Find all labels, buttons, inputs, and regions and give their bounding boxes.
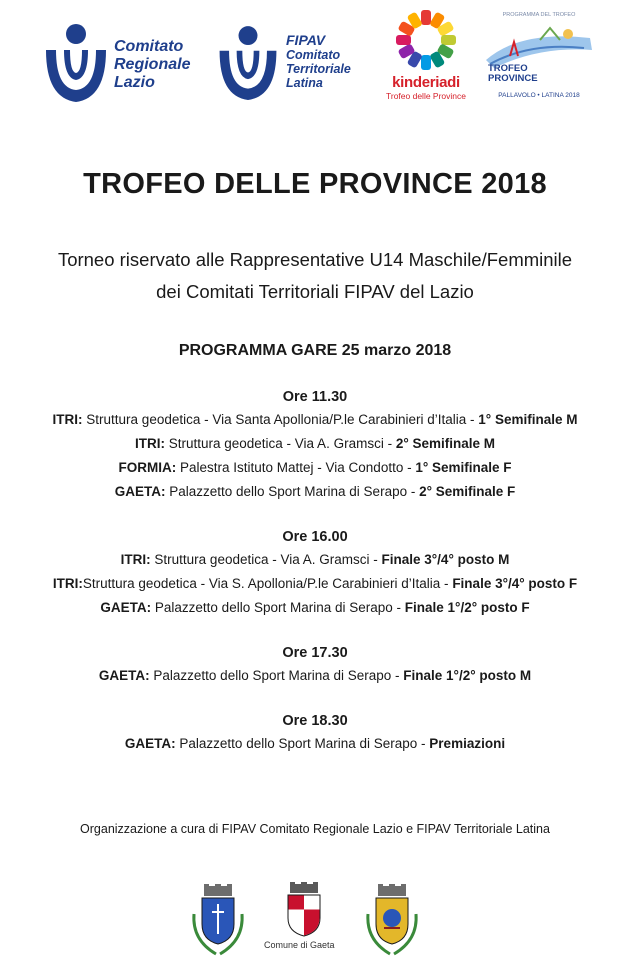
game-venue: Palazzetto dello Sport Marina di Serapo - (165, 484, 420, 499)
game-venue: Palazzetto dello Sport Marina di Serapo - (151, 600, 405, 615)
game-row (0, 596, 630, 620)
trofeo-logo-top-text: PROGRAMMA DEL TROFEO (502, 12, 576, 18)
game-match: Finale 3°/4° posto M (381, 552, 510, 567)
game-match: Premiazioni (429, 736, 506, 751)
session-time: Ore 11.30 (282, 389, 348, 405)
subtitle (0, 244, 630, 308)
trofeo-province-logo (480, 12, 598, 106)
crest-label: Comune di Gaeta (264, 940, 335, 950)
game-city: ITRI: (120, 552, 151, 567)
volleyball-federation-emblem-icon (212, 22, 284, 106)
page-title: TROFEO DELLE PROVINCE 2018 (83, 168, 547, 200)
organization-note: Organizzazione a cura di FIPAV Comitato Regionale Lazio e FIPAV Territoriale Latina (80, 822, 550, 836)
game-match: Finale 1°/2° posto F (404, 600, 530, 615)
logo2-line: FIPAV (286, 32, 326, 48)
game-match: 1° Semifinale M (478, 412, 578, 427)
game-venue: Palestra Istituto Mattej - Via Condotto - (176, 460, 416, 475)
color-wheel-icon (394, 8, 458, 72)
trofeo-logo-title: PROVINCE (488, 73, 538, 84)
game-venue: Palazzetto dello Sport Marina di Serapo - (175, 736, 430, 751)
header-logos (0, 8, 630, 108)
logo2-line: Latina (286, 76, 323, 90)
session (0, 386, 630, 504)
game-venue: Struttura geodetica - Via A. Gramsci - (150, 552, 382, 567)
session-time: Ore 17.30 (282, 645, 348, 661)
logo1-line: Lazio (114, 74, 155, 91)
game-row (0, 664, 630, 688)
session-time: Ore 16.00 (282, 529, 348, 545)
game-city: FORMIA: (118, 460, 177, 475)
game-venue: Palazzetto dello Sport Marina di Serapo - (149, 668, 404, 683)
kinderiadi-logo (378, 8, 474, 104)
game-row (0, 456, 630, 480)
volleyball-federation-emblem-icon (38, 20, 114, 108)
fipav-latina-logo (212, 22, 362, 112)
schedule (0, 386, 630, 778)
game-row (0, 408, 630, 432)
game-row (0, 572, 630, 596)
game-match: 1° Semifinale F (415, 460, 512, 475)
kinderiadi-tagline: Trofeo delle Province (385, 91, 466, 101)
logo2-line: Comitato (286, 48, 341, 62)
program-title: PROGRAMMA GARE 25 marzo 2018 (178, 342, 452, 359)
session (0, 526, 630, 620)
game-row (0, 432, 630, 456)
session (0, 642, 630, 688)
game-city: ITRI: (52, 412, 83, 427)
subtitle-line: dei Comitati Territoriali FIPAV del Lazio (156, 281, 474, 302)
game-city: ITRI: (134, 436, 165, 451)
session (0, 710, 630, 756)
game-venue: Struttura geodetica - Via A. Gramsci - (164, 436, 396, 451)
game-city: ITRI: (52, 576, 83, 591)
game-city: GAETA: (124, 736, 176, 751)
logo1-line: Comitato (114, 38, 184, 55)
session-time: Ore 18.30 (282, 713, 348, 729)
game-venue: Struttura geodetica - Via S. Apollonia/P.le Carabinieri d’Italia - (82, 576, 453, 591)
municipal-crest-icon (188, 884, 248, 958)
game-row (0, 480, 630, 504)
game-city: GAETA: (98, 668, 150, 683)
game-row (0, 548, 630, 572)
kinderiadi-wordmark: kinderiadi (392, 74, 460, 91)
trofeo-logo-title: TROFEO (488, 63, 528, 74)
game-match: 2° Semifinale F (419, 484, 516, 499)
game-venue: Struttura geodetica - Via Santa Apollonia/P.le Carabinieri d’Italia - (82, 412, 479, 427)
game-match: Finale 3°/4° posto F (452, 576, 578, 591)
fipav-lazio-logo (38, 20, 198, 110)
logo1-line: Regionale (114, 56, 191, 73)
trofeo-logo-bottom-text: PALLAVOLO • LATINA 2018 (498, 92, 580, 99)
logo2-line: Territoriale (286, 62, 351, 76)
game-city: GAETA: (100, 600, 152, 615)
game-row (0, 732, 630, 756)
game-match: Finale 1°/2° posto M (403, 668, 532, 683)
municipal-crests (0, 878, 630, 960)
subtitle-line: Torneo riservato alle Rappresentative U14 Maschile/Femminile (57, 249, 573, 270)
municipal-crest-icon (362, 884, 422, 958)
game-city: GAETA: (114, 484, 166, 499)
game-match: 2° Semifinale M (395, 436, 496, 451)
gaeta-crest-icon (282, 882, 326, 940)
